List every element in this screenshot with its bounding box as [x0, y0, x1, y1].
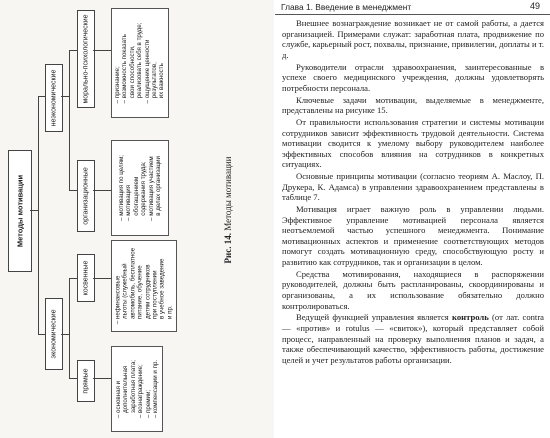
connector — [38, 334, 45, 335]
root-label: Методы мотивации — [15, 174, 25, 248]
connector — [93, 278, 111, 279]
organizational-list: – мотивация по целям; – мотивация обогащением содержания труда; – мотивация участием в делах организации — [117, 155, 162, 221]
indirect-list-box — [111, 240, 177, 332]
left-page — [0, 0, 274, 438]
moral-list-box — [111, 8, 169, 118]
paragraph: Руководители отрасли здравоохранения, заинтересованные в успехе своего медицинского учреждения, должны удовлетворять потребности персонала. — [282, 61, 544, 93]
connector — [69, 50, 77, 51]
paragraph: От правильности использования стратегии и системы мотивации сотрудников зависит эффективность трудовой деятельности. Система мотивации сводится к умелому выбору руководителем наиболее эффективных способов влияния на сотрудников в конкретных ситуациях. — [282, 116, 544, 170]
paragraph-start: Ведущей функцией управления является — [296, 312, 453, 323]
paragraph: Средства мотивирования, находящиеся в распоряжении руководителей, должны быть распланированы, скоординированы и организованы, а их использование обязательно должно контролироваться. — [282, 268, 544, 311]
organizational-label: организационные — [82, 167, 90, 225]
direct-list-box — [111, 346, 163, 432]
moral-box — [77, 10, 95, 108]
connector — [93, 50, 111, 51]
paragraph: Основные принципы мотивации (согласно теориям А. Маслоу, П. Друкера, К. Адамса) в управлении здравоохранением представлены в таблице 7. — [282, 171, 544, 203]
economic-label: экономические — [50, 309, 58, 359]
indirect-label: косвенные — [82, 260, 90, 296]
connector — [69, 278, 70, 378]
running-header — [275, 0, 550, 15]
paragraph-rest: (от лат. contra — «против» и rotulus — «свиток»), который представляет собой процесс, направленный на проверку выполнения планов и задач, а также обеспечивающий качество, эффективность работы, достижение целей и учет результатов работы организации. — [282, 312, 544, 365]
noneconomic-label: неэкономические — [50, 69, 58, 127]
paragraph — [282, 312, 544, 365]
connector — [69, 190, 77, 191]
right-page — [275, 0, 550, 438]
connector — [61, 96, 69, 97]
organizational-box — [77, 160, 95, 232]
organizational-list-box — [111, 140, 169, 236]
body-text — [282, 18, 544, 365]
key-term: контроль — [452, 312, 489, 323]
noneconomic-box — [45, 64, 63, 132]
page-number: 49 — [529, 1, 540, 11]
moral-list: – признание; – возможность показать свои способности, реализовать себя в труде; – ощущение ценности результатов, их важность — [114, 22, 166, 104]
connector — [93, 190, 111, 191]
caption-text: Методы мотивации — [223, 156, 233, 231]
root-box — [8, 150, 32, 272]
chapter-title: Глава 1. Введение в менеджмент — [281, 2, 412, 12]
indirect-list: – нефинансовые льготы (служебный автомобиль, бесплатное питание, обучение детям сотрудников при поступлении в учебное заведение и пр. — [114, 247, 174, 325]
caption-label: Рис. 14. — [223, 233, 233, 264]
moral-label: морально-психологические — [82, 14, 90, 104]
connector — [93, 378, 111, 379]
paragraph: Внешнее вознаграждение возникает не от самой работы, а дается организацией. Примерами служат: заработная плата, продвижение по службе, карьерный рост, похвалы, признание, привилегии, доплаты и т. д. — [282, 18, 544, 60]
connector — [61, 334, 69, 335]
connector — [38, 96, 39, 334]
connector — [69, 278, 77, 279]
direct-label: прямые — [82, 368, 90, 394]
connector — [69, 378, 77, 379]
direct-box — [77, 360, 95, 402]
connector — [38, 96, 45, 97]
paragraph: Ключевые задачи мотивации, выделяемые в менеджменте, представлены на рисунке 15. — [282, 94, 544, 116]
direct-list: – основная и дополнительная заработная плата; – вознаграждение; – премии; – компенсации и пр. — [114, 359, 159, 419]
connector — [69, 50, 70, 190]
paragraph: Мотивация играет важную роль в управлении людьми. Эффективное управление мотивацией персонала является неотъемлемой частью успешного менеджмента. Понимание мотивационных аспектов и применение соответствующих методов помогут создать мотивационную среду, способствующую росту и развитию как сотрудников, так и организации в целом. — [282, 204, 544, 267]
connector — [30, 210, 38, 211]
